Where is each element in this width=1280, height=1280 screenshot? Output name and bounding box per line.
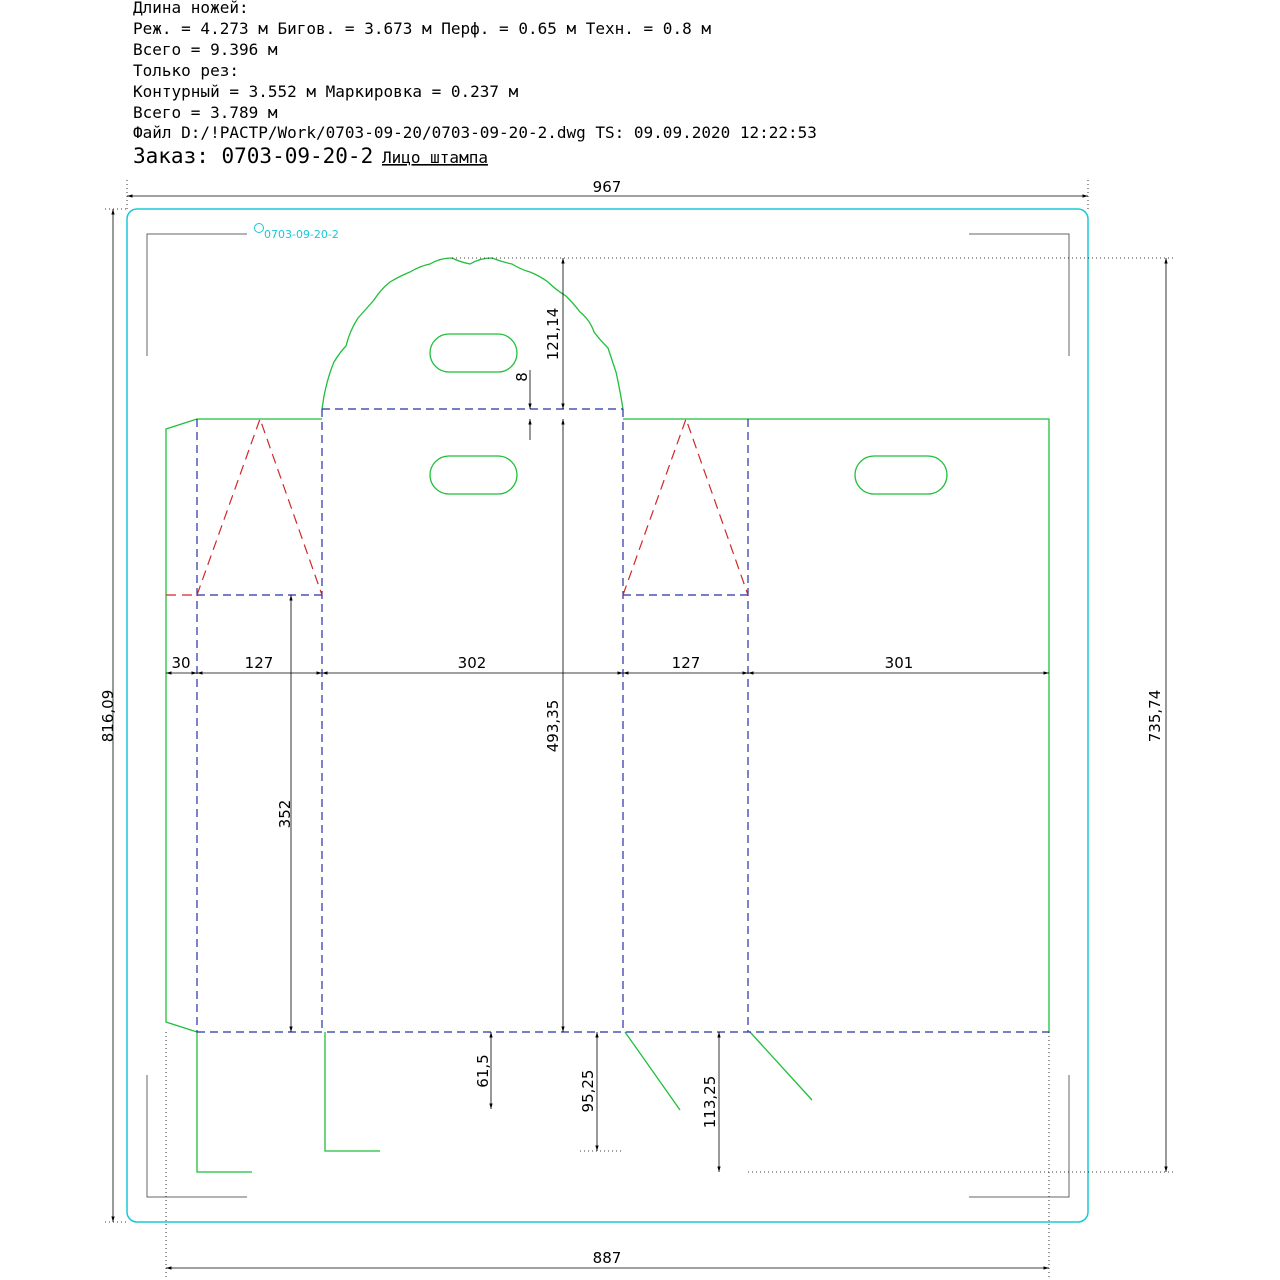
dim-gusset-height: 352 bbox=[276, 799, 294, 829]
dim-overall-height: 816,09 bbox=[99, 689, 117, 743]
cut-lines bbox=[166, 258, 1049, 1172]
dim-side-2: 127 bbox=[671, 654, 701, 672]
dim-glue-flap: 30 bbox=[171, 654, 191, 672]
handle-hole-back bbox=[855, 456, 947, 494]
dim-overall-width: 967 bbox=[592, 178, 622, 196]
glue-flap-outline bbox=[166, 419, 322, 1032]
dim-front: 302 bbox=[457, 654, 487, 672]
corner-marks bbox=[147, 234, 1069, 1197]
dim-side-1: 127 bbox=[244, 654, 274, 672]
die-face-label: Лицо штампа bbox=[382, 148, 488, 167]
knife-length-title: Длина ножей: bbox=[133, 0, 249, 17]
perforation-gusset-1 bbox=[197, 419, 322, 595]
handle-hole-upper bbox=[430, 334, 517, 372]
dim-bottom-flap-3: 113,25 bbox=[701, 1075, 719, 1129]
header-info bbox=[133, 0, 817, 168]
dim-back: 301 bbox=[884, 654, 914, 672]
order-number: Заказ: 0703-09-20-2 bbox=[133, 144, 374, 168]
cut-only-details: Контурный = 3.552 м Маркировка = 0.237 м bbox=[133, 82, 519, 101]
dim-blank-width: 887 bbox=[592, 1249, 622, 1267]
dim-blank-height: 735,74 bbox=[1146, 689, 1164, 743]
dim-bottom-flap-1: 61,5 bbox=[474, 1054, 492, 1088]
dim-handle-gap: 8 bbox=[513, 372, 531, 382]
bottom-flap-back bbox=[750, 1032, 812, 1100]
corner-mark-top-left bbox=[147, 234, 247, 356]
bottom-flap-front bbox=[325, 1032, 380, 1151]
dim-body-height: 493,35 bbox=[544, 699, 562, 753]
cut-only-title: Только рез: bbox=[133, 61, 239, 80]
knife-length-details: Реж. = 4.273 м Бигов. = 3.673 м Перф. = 0.65 м Техн. = 0.8 м bbox=[133, 19, 711, 38]
cut-only-total: Всего = 3.789 м bbox=[133, 103, 278, 122]
perforation-gusset-2 bbox=[623, 419, 748, 595]
dim-handle-height: 121,14 bbox=[544, 307, 562, 361]
corner-mark-bottom-right bbox=[969, 1075, 1069, 1197]
marking-text: 0703-09-20-2 bbox=[264, 228, 339, 241]
dimensions bbox=[99, 178, 1176, 1280]
knife-length-total: Всего = 9.396 м bbox=[133, 40, 278, 59]
marking-label bbox=[255, 224, 339, 242]
marking-symbol-icon bbox=[255, 224, 264, 233]
handle-hole-front bbox=[430, 456, 517, 494]
die-board-frame bbox=[127, 209, 1088, 1222]
bottom-flap-side-2 bbox=[625, 1032, 680, 1110]
crease-lines bbox=[197, 409, 1049, 1032]
corner-mark-top-right bbox=[969, 234, 1069, 356]
top-edge-back bbox=[623, 419, 1049, 1032]
bottom-flap-side-1 bbox=[197, 1032, 252, 1172]
perforation-lines bbox=[166, 419, 748, 595]
file-path: Файл D:/!РАСТР/Work/0703-09-20/0703-09-20-2.dwg TS: 09.09.2020 12:22:53 bbox=[133, 123, 817, 142]
dim-bottom-flap-2: 95,25 bbox=[579, 1069, 597, 1113]
